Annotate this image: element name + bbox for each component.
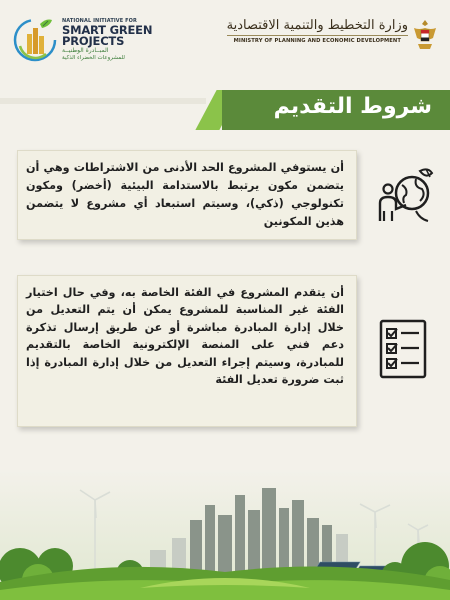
initiative-line3: PROJECTS bbox=[62, 34, 125, 48]
smart-green-projects-logo bbox=[12, 16, 58, 66]
title-banner bbox=[222, 90, 450, 130]
ministry-arabic: وزارة التخطيط والتنمية الاقتصادية bbox=[226, 18, 408, 33]
green-city-illustration bbox=[0, 470, 450, 600]
initiative-line2: SMART GREEN bbox=[62, 23, 153, 37]
egypt-eagle-emblem bbox=[412, 18, 438, 52]
condition-text-2: أن يتقدم المشروع في الفئة الخاصة به، وفي حال اختيار الفئة غير المناسبة للمشروع يمكن أن يتم التعديل من خلال إدارة المبادرة مباشرة أو عن طريق إرسال تذكرة دعم فني على المنصة الإلكترونية الخاصة بالتقديم للمبادرة، وسيتم إجراء التعديل من خلال إدارة المبادرة إذا ثبت ضرورة تعديل الفئة bbox=[26, 286, 344, 387]
checklist-icon bbox=[378, 318, 428, 380]
initiative-arabic2: للمشروعات الخضراء الذكية bbox=[62, 55, 125, 61]
initiative-name bbox=[62, 18, 182, 62]
ministry-divider bbox=[227, 35, 408, 36]
condition-card-1 bbox=[17, 150, 357, 240]
decorative-strip bbox=[0, 98, 206, 104]
condition-text-1: أن يستوفي المشروع الحد الأدنى من الاشتراطات وهي أن يتضمن مكون يرتبط بالاستدامة البيئية (أخضر) ومكون تكنولوجي (ذكي)، وسيتم استبعاد أي مشروع لا يتضمن هذين المكونين bbox=[26, 161, 344, 228]
ministry-english: MINISTRY OF PLANNING AND ECONOMIC DEVELOPMENT bbox=[233, 38, 401, 44]
ministry-name bbox=[227, 18, 408, 44]
person-globe-icon bbox=[376, 165, 438, 229]
initiative-arabic1: المبــادرة الوطنيــة bbox=[62, 47, 109, 54]
header bbox=[0, 10, 450, 70]
initiative-line1: NATIONAL INITIATIVE FOR bbox=[62, 18, 137, 24]
condition-card-2 bbox=[17, 275, 357, 427]
page-title: شروط التقديم bbox=[273, 94, 432, 119]
